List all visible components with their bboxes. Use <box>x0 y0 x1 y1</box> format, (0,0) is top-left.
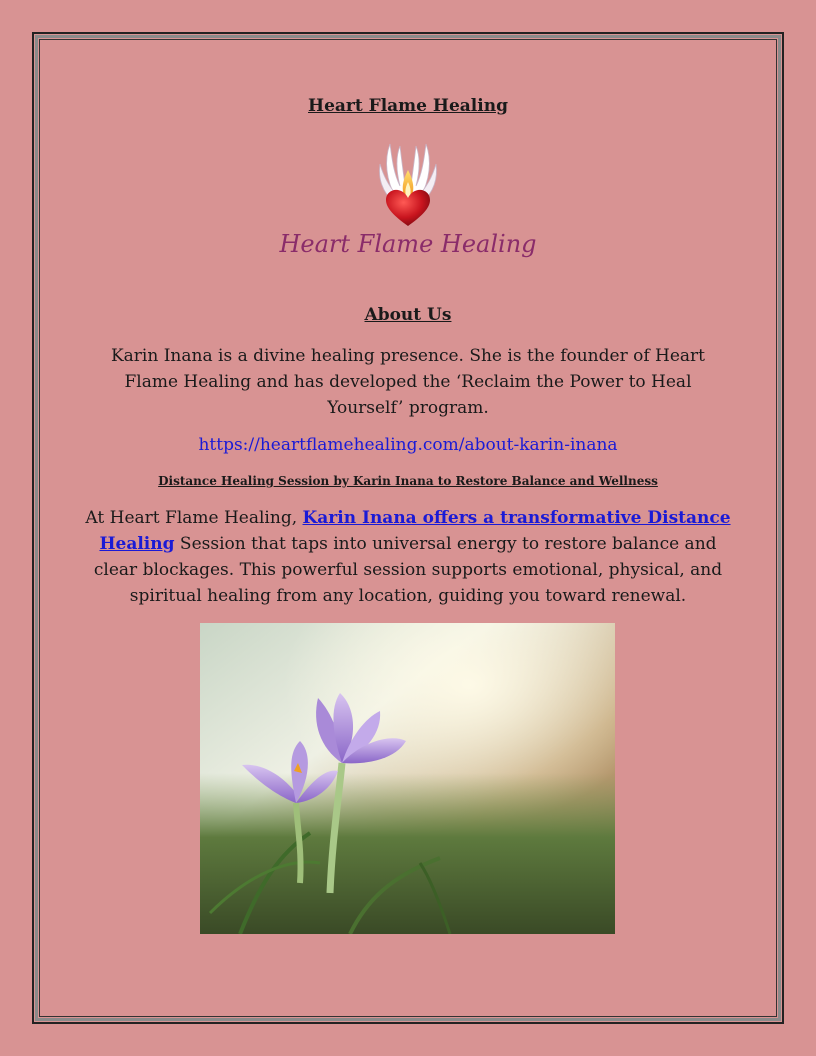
crocus-photo <box>200 623 615 934</box>
crocus-flower-icon <box>200 623 615 934</box>
logo-text: Heart Flame Healing <box>279 230 537 258</box>
about-heading: About Us <box>364 305 452 325</box>
about-karin-link[interactable]: https://heartflamehealing.com/about-karin-inana <box>198 435 618 455</box>
session-paragraph <box>82 505 734 609</box>
winged-heart-icon <box>278 140 538 268</box>
session-rest: Session that taps into universal energy to restore balance and clear blockages. This powerful session supports emotional, physical, and spiritual healing from any location, guiding you toward renewal. <box>93 534 723 606</box>
document-title: Heart Flame Healing <box>308 96 508 116</box>
about-paragraph: Karin Inana is a divine healing presence. She is the founder of Heart Flame Healing and has developed the ‘Reclaim the Power to Heal Yourself’ program. <box>110 346 706 418</box>
distance-healing-link[interactable]: Karin Inana offers a transformative Distance Healing <box>99 508 731 554</box>
session-heading: Distance Healing Session by Karin Inana to Restore Balance and Wellness <box>158 474 658 488</box>
session-intro: At Heart Flame Healing, <box>85 508 303 528</box>
logo <box>278 140 538 268</box>
